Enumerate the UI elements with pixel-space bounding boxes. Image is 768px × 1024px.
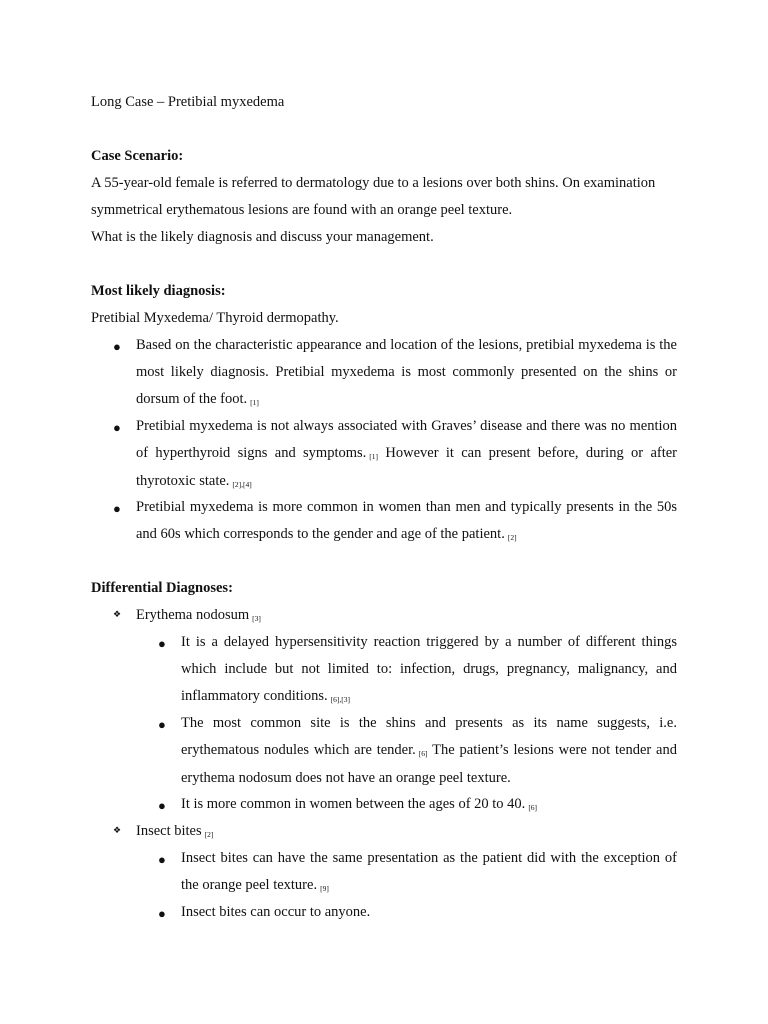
diagnosis-bullet-2-text-b: However it can present before, during or after thyrotoxic state. bbox=[136, 445, 678, 489]
case-scenario-line-1: A 55-year-old female is referred to dermatology due to a lesions over both shins. On examination bbox=[91, 175, 656, 191]
erythema-point-3-text: It is more common in women between the ages of 20 to 40. bbox=[181, 796, 526, 812]
insect-point-1 bbox=[181, 845, 677, 900]
citation-ref: [2] bbox=[204, 830, 214, 839]
bullet-dot-icon: ● bbox=[158, 717, 166, 732]
diagnosis-heading: Most likely diagnosis: bbox=[91, 283, 226, 299]
citation-ref: [6],[3] bbox=[330, 695, 350, 704]
citation-ref: [6] bbox=[418, 749, 428, 758]
erythema-point-2-text-b: The patient’s lesions were not tender and erythema nodosum does not have an orange peel texture. bbox=[181, 742, 677, 786]
case-scenario-heading: Case Scenario: bbox=[91, 148, 184, 164]
diagnosis-bullet-3 bbox=[136, 494, 677, 549]
citation-ref: [2],[4] bbox=[232, 480, 252, 489]
citation-ref: [1] bbox=[250, 398, 259, 407]
erythema-point-2 bbox=[181, 710, 677, 792]
diagnosis-bullet-1-text: Based on the characteristic appearance and location of the lesions, pretibial myxedema is the most likely diagnosis. Pretibial myxedema is most commonly presented on the shins or dorsum of the foot. bbox=[136, 337, 677, 407]
bullet-dot-icon: ● bbox=[158, 852, 166, 867]
differential-insect-bites bbox=[136, 818, 677, 846]
erythema-point-1-text: It is a delayed hypersensitivity reaction triggered by a number of different things which include but not limited to: infection, drugs, pregnancy, malignancy, and inflammatory conditions. bbox=[181, 634, 677, 704]
case-scenario-line-3: What is the likely diagnosis and discuss your management. bbox=[91, 229, 434, 245]
insect-point-2 bbox=[181, 899, 677, 926]
bullet-dot-icon: ● bbox=[158, 636, 166, 651]
erythema-point-1 bbox=[181, 629, 677, 711]
diagnosis-bullet-1 bbox=[136, 332, 677, 414]
erythema-point-3 bbox=[181, 791, 677, 819]
bullet-dot-icon: ● bbox=[158, 798, 166, 813]
differentials-heading: Differential Diagnoses: bbox=[91, 580, 233, 596]
diamond-bullet-icon: ❖ bbox=[113, 826, 122, 836]
document-title: Long Case – Pretibial myxedema bbox=[91, 94, 285, 110]
diagnosis-intro: Pretibial Myxedema/ Thyroid dermopathy. bbox=[91, 310, 339, 326]
bullet-dot-icon: ● bbox=[158, 906, 166, 921]
differential-erythema-nodosum bbox=[136, 602, 677, 630]
diagnosis-bullet-2 bbox=[136, 413, 677, 496]
bullet-dot-icon: ● bbox=[113, 339, 121, 354]
bullet-dot-icon: ● bbox=[113, 420, 121, 435]
insect-point-1-text: Insect bites can have the same presentation as the patient did with the exception of the orange peel texture. bbox=[181, 850, 677, 893]
diagnosis-bullet-2-text-a: Pretibial myxedema is not always associated with Graves’ disease and there was no mention of hyperthyroid signs and symptoms. bbox=[136, 418, 677, 461]
case-scenario-line-2: symmetrical erythematous lesions are found with an orange peel texture. bbox=[91, 202, 513, 218]
erythema-point-2-text-a: The most common site is the shins and presents as its name suggests, i.e. erythematous nodules which are tender. bbox=[181, 715, 677, 758]
diagnosis-bullet-3-text: Pretibial myxedema is more common in women than men and typically presents in the 50s and 60s which corresponds to the gender and age of the patient. bbox=[136, 499, 677, 542]
citation-ref: [3] bbox=[252, 614, 261, 623]
citation-ref: [6] bbox=[528, 803, 538, 812]
bullet-dot-icon: ● bbox=[113, 501, 121, 516]
insect-point-2-text: Insect bites can occur to anyone. bbox=[181, 904, 371, 920]
citation-ref: [9] bbox=[320, 884, 329, 893]
differential-2-label: Insect bites bbox=[136, 823, 202, 839]
diamond-bullet-icon: ❖ bbox=[113, 610, 122, 620]
citation-ref: [2] bbox=[507, 533, 517, 542]
citation-ref: [1] bbox=[369, 452, 379, 461]
differential-1-label: Erythema nodosum bbox=[136, 607, 250, 623]
